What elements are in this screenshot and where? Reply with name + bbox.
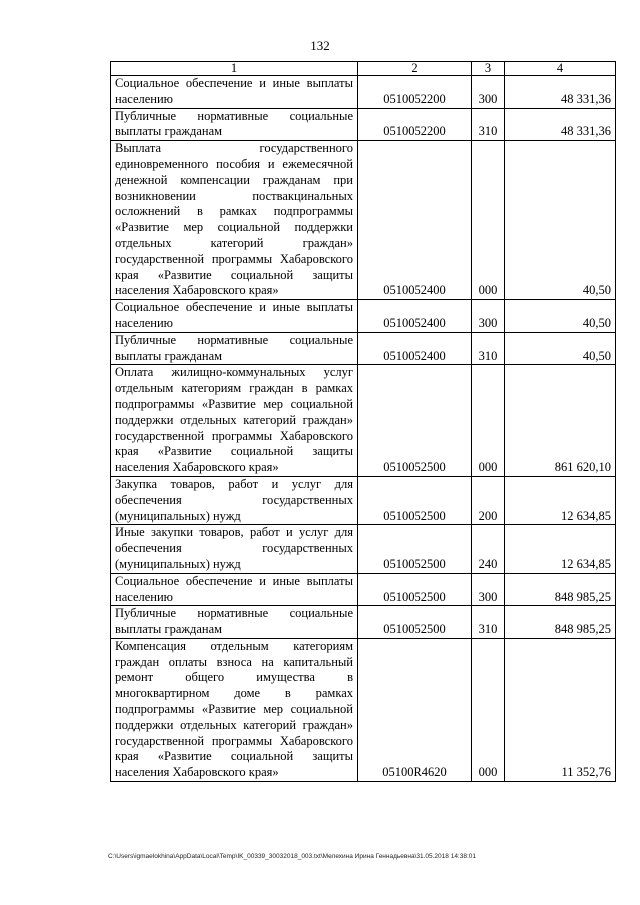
row-sum: 40,50 [505, 300, 616, 333]
table-row [111, 573, 616, 606]
row-name: Иные закупки товаров, работ и услуг для обеспечения государственных (муниципальных) нужд [111, 525, 358, 573]
row-type: 310 [472, 108, 505, 141]
table-row [111, 638, 616, 781]
table-row [111, 300, 616, 333]
row-name: Публичные нормативные социальные выплаты гражданам [111, 332, 358, 365]
row-type: 200 [472, 476, 505, 524]
row-code: 0510052200 [358, 76, 472, 109]
row-name: Оплата жилищно-коммунальных услуг отдельным категориям граждан в рамках подпрограммы «Развитие мер социальной поддержки отдельных категорий граждан» государственной программы Хабаровского края «Развитие социальной защиты населения Хабаровского края» [111, 365, 358, 477]
row-name: Социальное обеспечение и иные выплаты населению [111, 573, 358, 606]
row-name: Публичные нормативные социальные выплаты гражданам [111, 108, 358, 141]
row-code: 0510052400 [358, 332, 472, 365]
row-code: 0510052200 [358, 108, 472, 141]
row-type: 000 [472, 365, 505, 477]
table-header-row [111, 62, 616, 76]
row-name: Социальное обеспечение и иные выплаты населению [111, 300, 358, 333]
row-sum: 48 331,36 [505, 76, 616, 109]
row-type: 240 [472, 525, 505, 573]
header-col-3: 3 [472, 62, 505, 76]
row-code: 05100R4620 [358, 638, 472, 781]
row-type: 300 [472, 300, 505, 333]
row-type: 000 [472, 638, 505, 781]
row-code: 0510052500 [358, 525, 472, 573]
row-name: Публичные нормативные социальные выплаты гражданам [111, 606, 358, 639]
row-code: 0510052500 [358, 606, 472, 639]
table-row [111, 476, 616, 524]
row-sum: 40,50 [505, 332, 616, 365]
table-row [111, 606, 616, 639]
row-type: 310 [472, 332, 505, 365]
table-row [111, 332, 616, 365]
table-row [111, 365, 616, 477]
row-name: Социальное обеспечение и иные выплаты населению [111, 76, 358, 109]
row-code: 0510052500 [358, 573, 472, 606]
row-sum: 848 985,25 [505, 573, 616, 606]
table-row [111, 141, 616, 300]
row-code: 0510052500 [358, 476, 472, 524]
row-type: 300 [472, 76, 505, 109]
file-path-footer: C:\Users\igmaelokhina\AppData\Local\Temp\IK_00339_30032018_003.txt\Мелехина Ирина Геннадьевна\31.05.2018 14:38:01 [108, 853, 477, 860]
row-type: 000 [472, 141, 505, 300]
row-sum: 861 620,10 [505, 365, 616, 477]
budget-table [110, 61, 616, 782]
row-sum: 848 985,25 [505, 606, 616, 639]
row-sum: 12 634,85 [505, 476, 616, 524]
row-name: Выплата государственного единовременного пособия и ежемесячной денежной компенсации гражданам при возникновении поствакцинальных осложнений в рамках подпрограммы «Развитие мер социальной поддержки отдельных категорий граждан» государственной программы Хабаровского края «Развитие социальной защиты населения Хабаровского края» [111, 141, 358, 300]
header-col-1: 1 [111, 62, 358, 76]
row-code: 0510052400 [358, 141, 472, 300]
row-code: 0510052400 [358, 300, 472, 333]
row-sum: 48 331,36 [505, 108, 616, 141]
row-code: 0510052500 [358, 365, 472, 477]
row-name: Компенсация отдельным категориям граждан оплаты взноса на капитальный ремонт общего имущества в многоквартирном доме в рамках подпрограммы «Развитие мер социальной поддержки отдельных категорий граждан» государственной программы Хабаровского края «Развитие социальной защиты населения Хабаровского края» [111, 638, 358, 781]
table-row [111, 108, 616, 141]
header-col-4: 4 [505, 62, 616, 76]
table-row [111, 76, 616, 109]
table-row [111, 525, 616, 573]
page-number: 132 [310, 38, 330, 53]
row-type: 300 [472, 573, 505, 606]
header-col-2: 2 [358, 62, 472, 76]
row-name: Закупка товаров, работ и услуг для обеспечения государственных (муниципальных) нужд [111, 476, 358, 524]
row-sum: 40,50 [505, 141, 616, 300]
row-sum: 11 352,76 [505, 638, 616, 781]
row-type: 310 [472, 606, 505, 639]
row-sum: 12 634,85 [505, 525, 616, 573]
